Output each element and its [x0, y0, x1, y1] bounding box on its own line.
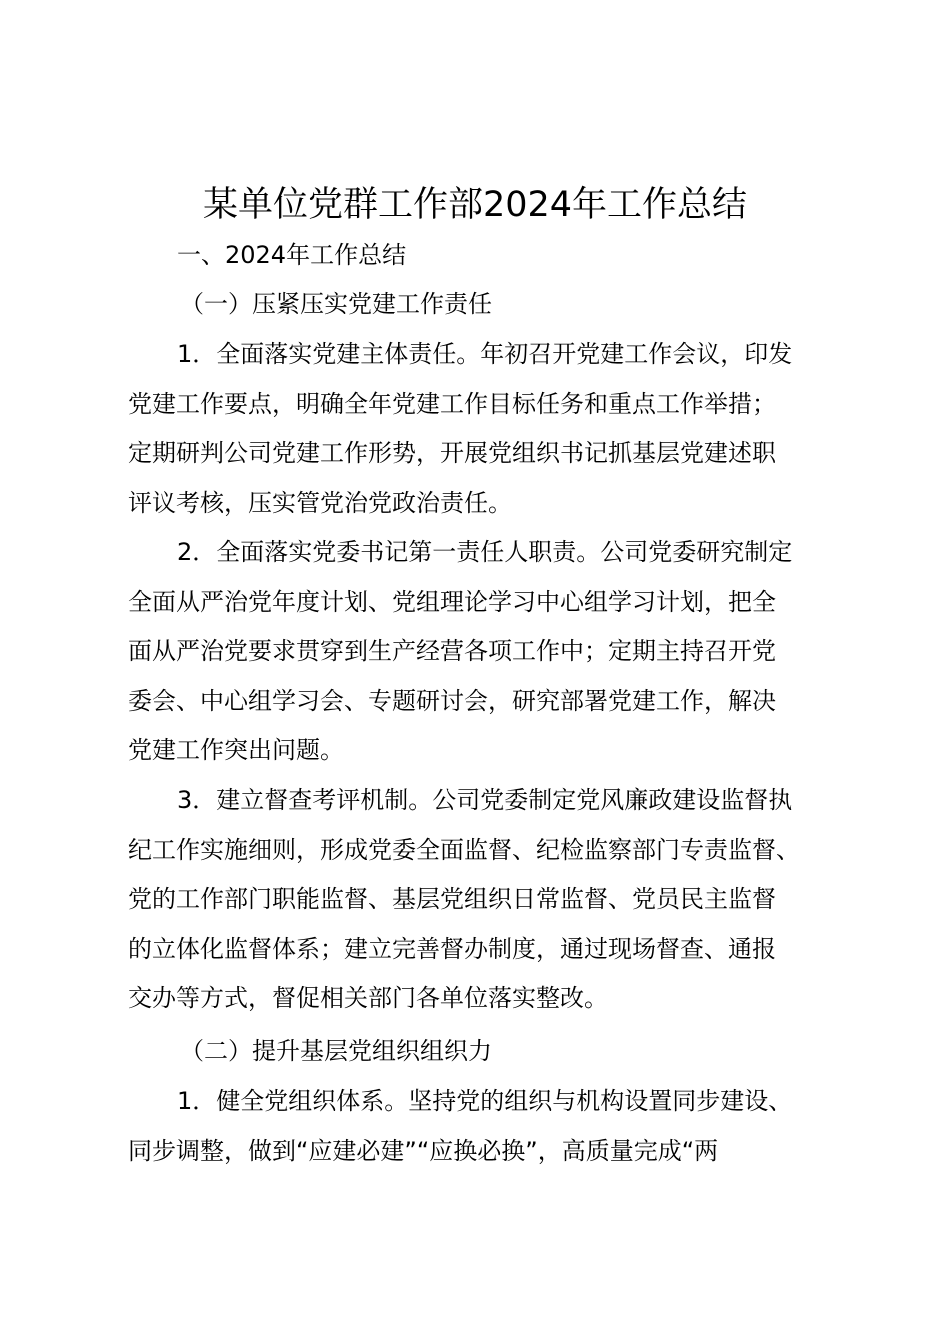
- paragraph-line: 党的工作部门职能监督、基层党组织日常监督、党员民主监督: [128, 885, 776, 913]
- paragraph-line: 定期研判公司党建工作形势，开展党组织书记抓基层党建述职: [128, 439, 776, 467]
- paragraph-line: 2．全面落实党委书记第一责任人职责。公司党委研究制定: [177, 538, 793, 566]
- subsection-heading: （二）提升基层党组织组织力: [180, 1037, 492, 1065]
- subsection-heading: （一）压紧压实党建工作责任: [180, 290, 492, 318]
- paragraph-line: 纪工作实施细则，形成党委全面监督、纪检监察部门专责监督、: [128, 835, 800, 864]
- paragraph-line: 党建工作要点，明确全年党建工作目标任务和重点工作举措；: [128, 389, 776, 418]
- paragraph-line: 面从严治党要求贯穿到生产经营各项工作中；定期主持召开党: [128, 637, 776, 665]
- paragraph: [128, 528, 840, 776]
- paragraph: [128, 330, 840, 528]
- section-heading: 一、2024年工作总结: [177, 241, 407, 269]
- paragraph-line: 1．健全党组织体系。坚持党的组织与机构设置同步建设、: [177, 1087, 793, 1115]
- paragraph-line: 的立体化监督体系；建立完善督办制度，通过现场督查、通报: [128, 934, 776, 963]
- document-title: 某单位党群工作部2024年工作总结: [202, 185, 748, 225]
- paragraph-line: 3．建立督查考评机制。公司党委制定党风廉政建设监督执: [177, 786, 793, 814]
- paragraph-line: 同步调整，做到“应建必建”“应换必换”，高质量完成“两: [128, 1136, 719, 1165]
- paragraph-line: 1．全面落实党建主体责任。年初召开党建工作会议，印发: [177, 340, 793, 368]
- paragraph-line: 评议考核，压实管党治党政治责任。: [128, 488, 512, 517]
- paragraph-line: 党建工作突出问题。: [128, 736, 344, 764]
- paragraph-line: 全面从严治党年度计划、党组理论学习中心组学习计划，把全: [128, 587, 776, 616]
- paragraph-line: 委会、中心组学习会、专题研讨会，研究部署党建工作，解决: [128, 686, 776, 715]
- paragraph-line: 交办等方式，督促相关部门各单位落实整改。: [128, 984, 608, 1012]
- paragraph: [128, 776, 840, 1024]
- paragraph: [128, 1077, 840, 1176]
